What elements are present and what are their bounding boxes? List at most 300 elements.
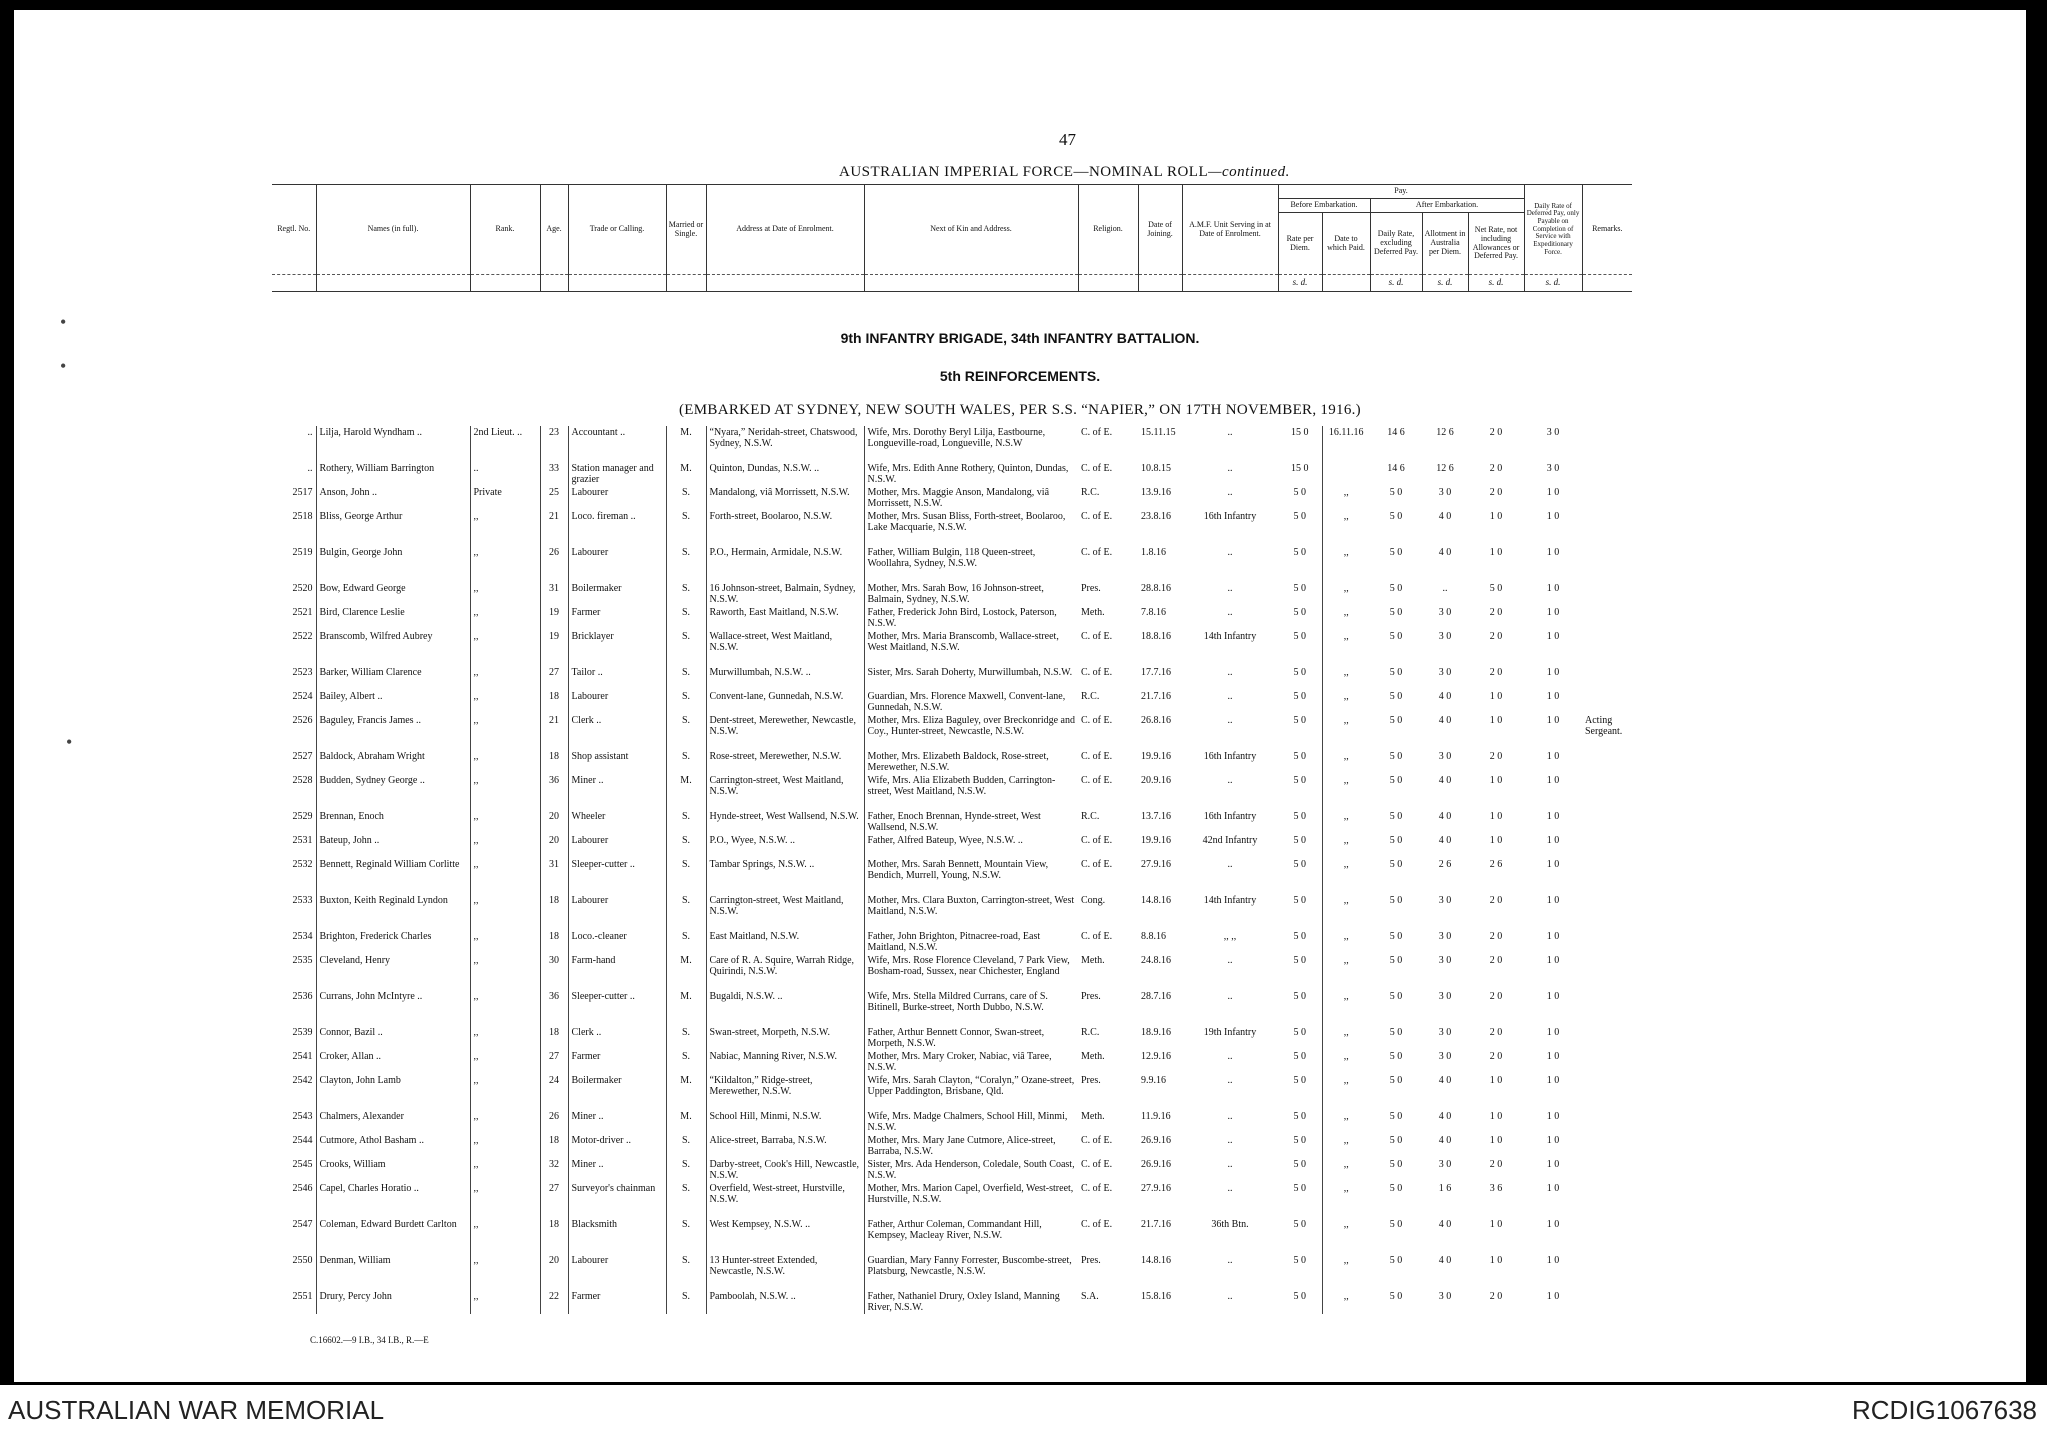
cell-name: Denman, William [316, 1254, 470, 1290]
cell-deferred-rate: 1 0 [1546, 1075, 1560, 1086]
cell-rate-per-diem: 5 0 [1293, 1111, 1306, 1122]
cell-next-of-kin: Father, John Brighton, Pitnacree-road, East Maitland, N.S.W. [864, 930, 1078, 954]
cell-net-rate: 1 0 [1489, 715, 1503, 726]
cell-remarks [1582, 1074, 1632, 1110]
cell-married-single: S. [666, 1026, 706, 1050]
cell-amf-unit: .. [1227, 691, 1233, 702]
cell-trade: Labourer [568, 690, 666, 714]
cell-rate-per-diem: 5 0 [1293, 859, 1306, 870]
cell-rate-per-diem: 15 0 [1291, 463, 1309, 474]
cell-rank: ,, [470, 1182, 540, 1218]
cell-married-single: S. [666, 858, 706, 894]
cell-remarks [1582, 1110, 1632, 1134]
cell-address: Pamboolah, N.S.W. .. [706, 1290, 864, 1314]
cell-name: Anson, John .. [316, 486, 470, 510]
cell-date-paid: ,, [1322, 510, 1370, 546]
cell-net-rate: 1 0 [1489, 811, 1503, 822]
cell-date-joining: 15.8.16 [1141, 1291, 1171, 1302]
cell-deferred-rate: 1 0 [1546, 751, 1560, 762]
cell-address: Raworth, East Maitland, N.S.W. [706, 606, 864, 630]
cell-remarks [1582, 666, 1632, 690]
cell-rate-per-diem: 5 0 [1293, 511, 1306, 522]
roll-row [272, 426, 1632, 462]
cell-rank: ,, [470, 858, 540, 894]
cell-net-rate: 2 0 [1489, 427, 1503, 438]
cell-deferred-rate: 1 0 [1546, 895, 1560, 906]
cell-address: Nabiac, Manning River, N.S.W. [706, 1050, 864, 1074]
cell-net-rate: 2 0 [1489, 487, 1503, 498]
cell-remarks [1582, 1290, 1632, 1314]
embarkation-heading: (EMBARKED AT SYDNEY, NEW SOUTH WALES, PER S.S. “NAPIER,” ON 17TH NOVEMBER, 1916.) [679, 402, 1361, 418]
roll-row [272, 690, 1632, 714]
cell-married-single: S. [666, 510, 706, 546]
cell-date-joining: 10.8.15 [1141, 463, 1171, 474]
cell-age: 19 [540, 630, 568, 666]
cell-net-rate: 2 0 [1489, 1159, 1503, 1170]
cell-regtl-no: 2524 [292, 691, 313, 702]
cell-name: Baldock, Abraham Wright [316, 750, 470, 774]
col-net-rate: Net Rate, not including Allowances or Deferred Pay. [1468, 213, 1524, 275]
cell-daily-rate: 5 0 [1389, 691, 1403, 702]
cell-deferred-rate: 1 0 [1546, 775, 1560, 786]
cell-remarks [1582, 834, 1632, 858]
cell-daily-rate: 5 0 [1389, 955, 1403, 966]
cell-name: Baguley, Francis James .. [316, 714, 470, 750]
cell-allotment: 4 0 [1438, 691, 1452, 702]
cell-next-of-kin: Wife, Mrs. Edith Anne Rothery, Quinton, Dundas, N.S.W. [864, 462, 1078, 486]
cell-deferred-rate: 1 0 [1546, 547, 1560, 558]
cell-address: Care of R. A. Squire, Warrah Ridge, Quirindi, N.S.W. [706, 954, 864, 990]
running-title-suffix: —continued. [1208, 164, 1290, 180]
col-address: Address at Date of Enrolment. [706, 185, 864, 275]
cell-date-paid: ,, [1322, 834, 1370, 858]
cell-date-joining: 19.9.16 [1141, 751, 1171, 762]
cell-next-of-kin: Wife, Mrs. Stella Mildred Currans, care of S. Bitinell, Burke-street, North Dubbo, N.S.W. [864, 990, 1078, 1026]
cell-date-paid: ,, [1322, 930, 1370, 954]
cell-address: “Kildalton,” Ridge-street, Merewether, N.S.W. [706, 1074, 864, 1110]
cell-remarks [1582, 990, 1632, 1026]
cell-daily-rate: 5 0 [1389, 511, 1403, 522]
cell-address: 13 Hunter-street Extended, Newcastle, N.S.W. [706, 1254, 864, 1290]
cell-name: Bulgin, George John [316, 546, 470, 582]
cell-regtl-no: 2546 [292, 1183, 313, 1194]
cell-next-of-kin: Sister, Mrs. Ada Henderson, Coledale, South Coast, N.S.W. [864, 1158, 1078, 1182]
cell-deferred-rate: 3 0 [1546, 427, 1560, 438]
cell-married-single: S. [666, 606, 706, 630]
cell-date-paid: ,, [1322, 1074, 1370, 1110]
cell-rate-per-diem: 5 0 [1293, 487, 1306, 498]
cell-daily-rate: 5 0 [1389, 1135, 1403, 1146]
cell-remarks [1582, 690, 1632, 714]
cell-rank: ,, [470, 1290, 540, 1314]
cell-date-joining: 11.9.16 [1141, 1111, 1171, 1122]
cell-daily-rate: 5 0 [1389, 751, 1403, 762]
roll-row [272, 486, 1632, 510]
cell-daily-rate: 5 0 [1389, 811, 1403, 822]
cell-date-joining: 27.9.16 [1141, 1183, 1171, 1194]
cell-rate-per-diem: 5 0 [1293, 631, 1306, 642]
col-next-of-kin: Next of Kin and Address. [864, 185, 1078, 275]
cell-daily-rate: 5 0 [1389, 1027, 1403, 1038]
cell-trade: Labourer [568, 486, 666, 510]
cell-remarks [1582, 774, 1632, 810]
roll-row [272, 714, 1632, 750]
cell-age: 18 [540, 1134, 568, 1158]
cell-date-paid: ,, [1322, 1158, 1370, 1182]
cell-religion: R.C. [1081, 1027, 1100, 1038]
cell-date-paid: ,, [1322, 774, 1370, 810]
cell-allotment: 4 0 [1438, 775, 1452, 786]
cell-daily-rate: 5 0 [1389, 1075, 1403, 1086]
cell-net-rate: 3 6 [1489, 1183, 1503, 1194]
cell-address: Wallace-street, West Maitland, N.S.W. [706, 630, 864, 666]
cell-age: 18 [540, 894, 568, 930]
cell-address: “Nyara,” Neridah-street, Chatswood, Sydney, N.S.W. [706, 426, 864, 462]
roll-row [272, 606, 1632, 630]
cell-married-single: S. [666, 894, 706, 930]
cell-remarks [1582, 930, 1632, 954]
roll-row [272, 546, 1632, 582]
cell-regtl-no: 2521 [292, 607, 313, 618]
cell-religion: Meth. [1081, 955, 1105, 966]
cell-rank: ,, [470, 714, 540, 750]
cell-date-joining: 1.8.16 [1141, 547, 1166, 558]
cell-rank: ,, [470, 834, 540, 858]
cell-daily-rate: 5 0 [1389, 1219, 1403, 1230]
col-remarks: Remarks. [1582, 185, 1632, 275]
cell-address: Carrington-street, West Maitland, N.S.W. [706, 774, 864, 810]
cell-next-of-kin: Wife, Mrs. Sarah Clayton, “Coralyn,” Ozane-street, Upper Paddington, Brisbane, Qld. [864, 1074, 1078, 1110]
cell-rank: ,, [470, 990, 540, 1026]
cell-regtl-no: 2526 [292, 715, 313, 726]
reinforcement-heading: 5th REINFORCEMENTS. [939, 368, 1101, 384]
cell-rank: ,, [470, 1158, 540, 1182]
cell-allotment: 4 0 [1438, 811, 1452, 822]
cell-deferred-rate: 1 0 [1546, 1291, 1560, 1302]
cell-next-of-kin: Father, Alfred Bateup, Wyee, N.S.W. .. [864, 834, 1078, 858]
cell-address: Swan-street, Morpeth, N.S.W. [706, 1026, 864, 1050]
cell-rank: 2nd Lieut. .. [470, 426, 540, 462]
cell-trade: Sleeper-cutter .. [568, 858, 666, 894]
roll-row [272, 774, 1632, 810]
cell-age: 18 [540, 930, 568, 954]
cell-trade: Farmer [568, 606, 666, 630]
cell-remarks [1582, 750, 1632, 774]
cell-date-paid: ,, [1322, 546, 1370, 582]
cell-age: 21 [540, 714, 568, 750]
cell-name: Barker, William Clarence [316, 666, 470, 690]
roll-row [272, 1074, 1632, 1110]
cell-daily-rate: 5 0 [1389, 1183, 1403, 1194]
cell-net-rate: 2 0 [1489, 751, 1503, 762]
cell-married-single: M. [666, 1110, 706, 1134]
cell-date-joining: 18.9.16 [1141, 1027, 1171, 1038]
cell-amf-unit: 14th Infantry [1203, 631, 1257, 642]
cell-trade: Loco. fireman .. [568, 510, 666, 546]
cell-daily-rate: 5 0 [1389, 931, 1403, 942]
cell-name: Cleveland, Henry [316, 954, 470, 990]
cell-trade: Station manager and grazier [568, 462, 666, 486]
cell-net-rate: 5 0 [1489, 583, 1503, 594]
cell-date-joining: 18.8.16 [1141, 631, 1171, 642]
cell-date-joining: 21.7.16 [1141, 691, 1171, 702]
cell-age: 18 [540, 750, 568, 774]
cell-net-rate: 1 0 [1489, 1255, 1503, 1266]
cell-rate-per-diem: 5 0 [1293, 583, 1306, 594]
cell-next-of-kin: Father, Nathaniel Drury, Oxley Island, Manning River, N.S.W. [864, 1290, 1078, 1314]
cell-allotment: 4 0 [1438, 1135, 1452, 1146]
cell-remarks [1582, 1026, 1632, 1050]
cell-remarks [1582, 510, 1632, 546]
cell-married-single: M. [666, 426, 706, 462]
col-age: Age. [540, 185, 568, 275]
cell-regtl-no: 2539 [292, 1027, 313, 1038]
roll-row [272, 930, 1632, 954]
printer-imprint: C.16602.—9 I.B., 34 I.B., R.—E [310, 1335, 429, 1345]
cell-religion: R.C. [1081, 487, 1100, 498]
cell-name: Branscomb, Wilfred Aubrey [316, 630, 470, 666]
cell-age: 26 [540, 1110, 568, 1134]
cell-trade: Labourer [568, 834, 666, 858]
roll-row [272, 954, 1632, 990]
cell-married-single: M. [666, 1074, 706, 1110]
cell-address: Quinton, Dundas, N.S.W. .. [706, 462, 864, 486]
cell-name: Buxton, Keith Reginald Lyndon [316, 894, 470, 930]
cell-rate-per-diem: 5 0 [1293, 1051, 1306, 1062]
column-header-table [272, 184, 1632, 292]
cell-married-single: S. [666, 690, 706, 714]
cell-deferred-rate: 1 0 [1546, 1051, 1560, 1062]
cell-married-single: S. [666, 1290, 706, 1314]
cell-allotment: 3 0 [1438, 667, 1452, 678]
cell-date-joining: 14.8.16 [1141, 895, 1171, 906]
cell-rate-per-diem: 5 0 [1293, 1219, 1306, 1230]
roll-row [272, 666, 1632, 690]
cell-net-rate: 1 0 [1489, 1075, 1503, 1086]
cell-next-of-kin: Father, Arthur Coleman, Commandant Hill, Kempsey, Macleay River, N.S.W. [864, 1218, 1078, 1254]
col-religion: Religion. [1078, 185, 1138, 275]
cell-next-of-kin: Mother, Mrs. Maggie Anson, Mandalong, viâ Morrissett, N.S.W. [864, 486, 1078, 510]
cell-married-single: S. [666, 1182, 706, 1218]
cell-net-rate: 2 0 [1489, 631, 1503, 642]
cell-regtl-no: 2517 [292, 487, 313, 498]
cell-religion: C. of E. [1081, 931, 1113, 942]
cell-date-paid: ,, [1322, 666, 1370, 690]
cell-trade: Miner .. [568, 1158, 666, 1182]
cell-age: 25 [540, 486, 568, 510]
cell-next-of-kin: Mother, Mrs. Mary Croker, Nabiac, viâ Taree, N.S.W. [864, 1050, 1078, 1074]
cell-address: Carrington-street, West Maitland, N.S.W. [706, 894, 864, 930]
col-before-embarkation: Before Embarkation. [1278, 199, 1370, 213]
roll-row [272, 510, 1632, 546]
cell-rate-per-diem: 5 0 [1293, 1291, 1306, 1302]
cell-allotment: 4 0 [1438, 835, 1452, 846]
cell-religion: C. of E. [1081, 715, 1113, 726]
cell-address: 16 Johnson-street, Balmain, Sydney, N.S.W. [706, 582, 864, 606]
cell-religion: Cong. [1081, 895, 1106, 906]
cell-net-rate: 2 0 [1489, 991, 1503, 1002]
document-page [14, 10, 2026, 1382]
cell-name: Rothery, William Barrington [316, 462, 470, 486]
cell-name: Lilja, Harold Wyndham .. [316, 426, 470, 462]
cell-age: 20 [540, 1254, 568, 1290]
cell-deferred-rate: 1 0 [1546, 1111, 1560, 1122]
cell-date-paid: ,, [1322, 810, 1370, 834]
cell-married-single: S. [666, 714, 706, 750]
cell-address: Dent-street, Merewether, Newcastle, N.S.W. [706, 714, 864, 750]
cell-rank: ,, [470, 930, 540, 954]
cell-religion: C. of E. [1081, 751, 1113, 762]
col-rate-per-diem: Rate per Diem. [1278, 213, 1322, 275]
cell-address: Hynde-street, West Wallsend, N.S.W. [706, 810, 864, 834]
cell-amf-unit: .. [1227, 1291, 1233, 1302]
cell-regtl-no: 2541 [292, 1051, 313, 1062]
cell-net-rate: 1 0 [1489, 691, 1503, 702]
cell-name: Coleman, Edward Burdett Carlton [316, 1218, 470, 1254]
cell-remarks [1582, 1158, 1632, 1182]
cell-remarks [1582, 630, 1632, 666]
cell-regtl-no: 2543 [292, 1111, 313, 1122]
cell-trade: Tailor .. [568, 666, 666, 690]
cell-name: Connor, Bazil .. [316, 1026, 470, 1050]
roll-row [272, 1254, 1632, 1290]
cell-next-of-kin: Father, Enoch Brennan, Hynde-street, West Wallsend, N.S.W. [864, 810, 1078, 834]
cell-amf-unit: .. [1227, 715, 1233, 726]
cell-daily-rate: 5 0 [1389, 547, 1403, 558]
cell-married-single: M. [666, 954, 706, 990]
cell-trade: Surveyor's chainman [568, 1182, 666, 1218]
cell-allotment: 12 6 [1436, 463, 1454, 474]
cell-deferred-rate: 3 0 [1546, 463, 1560, 474]
cell-daily-rate: 5 0 [1389, 583, 1403, 594]
cell-address: Overfield, West-street, Hurstville, N.S.W. [706, 1182, 864, 1218]
cell-date-paid: ,, [1322, 858, 1370, 894]
cell-rate-per-diem: 5 0 [1293, 667, 1306, 678]
roll-row [272, 1290, 1632, 1314]
sd-net: s. d. [1468, 275, 1524, 292]
cell-religion: C. of E. [1081, 1135, 1113, 1146]
cell-address: P.O., Wyee, N.S.W. .. [706, 834, 864, 858]
cell-deferred-rate: 1 0 [1546, 631, 1560, 642]
roll-row [272, 750, 1632, 774]
cell-regtl-no: 2547 [292, 1219, 313, 1230]
roll-row [272, 1182, 1632, 1218]
cell-rate-per-diem: 5 0 [1293, 931, 1306, 942]
cell-date-joining: 19.9.16 [1141, 835, 1171, 846]
cell-rank: ,, [470, 1254, 540, 1290]
cell-name: Currans, John McIntyre .. [316, 990, 470, 1026]
cell-religion: C. of E. [1081, 1159, 1113, 1170]
cell-allotment: 4 0 [1438, 547, 1452, 558]
cell-net-rate: 2 0 [1489, 1027, 1503, 1038]
roll-row [272, 1158, 1632, 1182]
cell-amf-unit: .. [1227, 667, 1233, 678]
cell-date-paid: ,, [1322, 1218, 1370, 1254]
cell-date-joining: 17.7.16 [1141, 667, 1171, 678]
cell-amf-unit: .. [1227, 1135, 1233, 1146]
cell-next-of-kin: Wife, Mrs. Madge Chalmers, School Hill, Minmi, N.S.W. [864, 1110, 1078, 1134]
cell-allotment: 4 0 [1438, 511, 1452, 522]
col-trade: Trade or Calling. [568, 185, 666, 275]
roll-row [272, 990, 1632, 1026]
cell-daily-rate: 14 6 [1387, 427, 1405, 438]
cell-regtl-no: 2542 [292, 1075, 313, 1086]
cell-net-rate: 2 0 [1489, 607, 1503, 618]
cell-religion: Pres. [1081, 1075, 1101, 1086]
cell-address: Mandalong, viâ Morrissett, N.S.W. [706, 486, 864, 510]
cell-date-joining: 26.9.16 [1141, 1159, 1171, 1170]
cell-religion: C. of E. [1081, 859, 1113, 870]
cell-rate-per-diem: 15 0 [1291, 427, 1309, 438]
cell-allotment: 3 0 [1438, 1291, 1452, 1302]
cell-deferred-rate: 1 0 [1546, 1219, 1560, 1230]
cell-daily-rate: 5 0 [1389, 631, 1403, 642]
cell-trade: Farmer [568, 1050, 666, 1074]
cell-allotment: 4 0 [1438, 715, 1452, 726]
cell-date-joining: 8.8.16 [1141, 931, 1166, 942]
cell-remarks [1582, 810, 1632, 834]
cell-date-joining: 28.8.16 [1141, 583, 1171, 594]
cell-next-of-kin: Guardian, Mary Fanny Forrester, Buscombe-street, Platsburg, Newcastle, N.S.W. [864, 1254, 1078, 1290]
cell-remarks [1582, 426, 1632, 462]
cell-deferred-rate: 1 0 [1546, 1255, 1560, 1266]
col-regtl: Regtl. No. [272, 185, 316, 275]
cell-date-paid: ,, [1322, 1182, 1370, 1218]
cell-date-paid: ,, [1322, 486, 1370, 510]
cell-deferred-rate: 1 0 [1546, 991, 1560, 1002]
cell-remarks [1582, 546, 1632, 582]
cell-net-rate: 2 0 [1489, 1291, 1503, 1302]
cell-address: Rose-street, Merewether, N.S.W. [706, 750, 864, 774]
cell-trade: Miner .. [568, 1110, 666, 1134]
cell-rank: ,, [470, 894, 540, 930]
cell-date-paid: ,, [1322, 606, 1370, 630]
cell-amf-unit: 14th Infantry [1203, 895, 1257, 906]
cell-religion: R.C. [1081, 811, 1100, 822]
cell-trade: Loco.-cleaner [568, 930, 666, 954]
cell-rank: ,, [470, 810, 540, 834]
cell-daily-rate: 5 0 [1389, 895, 1403, 906]
cell-net-rate: 1 0 [1489, 1219, 1503, 1230]
cell-regtl-no: 2532 [292, 859, 313, 870]
cell-trade: Boilermaker [568, 1074, 666, 1110]
cell-rate-per-diem: 5 0 [1293, 1183, 1306, 1194]
cell-net-rate: 2 0 [1489, 931, 1503, 942]
cell-next-of-kin: Mother, Mrs. Sarah Bow, 16 Johnson-street, Balmain, Sydney, N.S.W. [864, 582, 1078, 606]
cell-rate-per-diem: 5 0 [1293, 691, 1306, 702]
cell-religion: C. of E. [1081, 775, 1113, 786]
cell-trade: Miner .. [568, 774, 666, 810]
cell-name: Drury, Percy John [316, 1290, 470, 1314]
cell-regtl-no: 2533 [292, 895, 313, 906]
cell-amf-unit: 16th Infantry [1203, 751, 1257, 762]
col-allotment: Allotment in Australia per Diem. [1422, 213, 1468, 275]
cell-age: 20 [540, 834, 568, 858]
cell-address: Convent-lane, Gunnedah, N.S.W. [706, 690, 864, 714]
cell-allotment: 3 0 [1438, 955, 1452, 966]
cell-next-of-kin: Wife, Mrs. Dorothy Beryl Lilja, Eastbourne, Longueville-road, Longueville, N.S.W [864, 426, 1078, 462]
cell-allotment: 3 0 [1438, 1051, 1452, 1062]
cell-amf-unit: .. [1227, 583, 1233, 594]
cell-date-joining: 24.8.16 [1141, 955, 1171, 966]
cell-amf-unit: .. [1227, 463, 1233, 474]
cell-age: 24 [540, 1074, 568, 1110]
roll-row [272, 1050, 1632, 1074]
cell-deferred-rate: 1 0 [1546, 1027, 1560, 1038]
cell-remarks [1582, 486, 1632, 510]
cell-religion: C. of E. [1081, 547, 1113, 558]
cell-address: Darby-street, Cook's Hill, Newcastle, N.S.W. [706, 1158, 864, 1182]
